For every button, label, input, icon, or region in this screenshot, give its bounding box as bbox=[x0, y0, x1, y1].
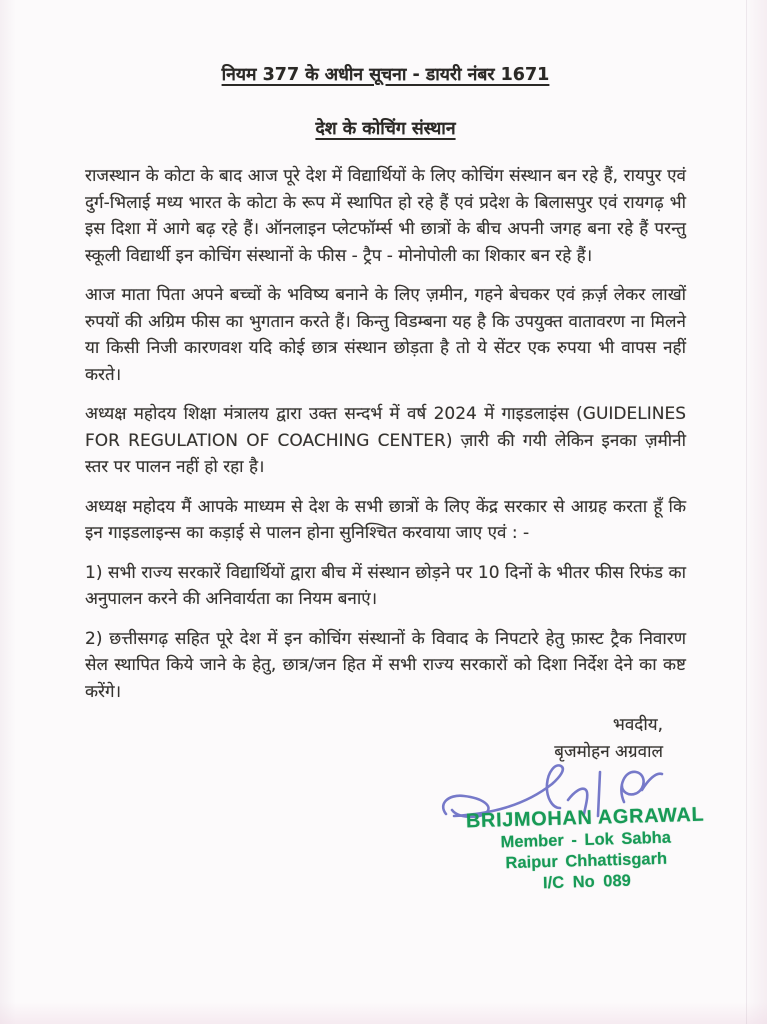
paper-edge-line bbox=[746, 0, 747, 1024]
closing-salutation: भवदीय, bbox=[612, 715, 663, 735]
paragraph-4: अध्यक्ष महोदय मैं आपके माध्यम से देश के सभी छात्रों के लिए केंद्र सरकार से आग्रह करता हूँ कि इन गाइडलाइन्स का कड़ाई से पालन होना सुनिश्चित करवाया जाए एवं : - bbox=[85, 496, 686, 543]
paragraph-1: राजस्थान के कोटा के बाद आज पूरे देश में विद्यार्थियों के लिए कोचिंग संस्थान बन रहे हैं, रायपुर एवं दुर्ग-भिलाई मध्य भारत के कोटा के रूप में स्थापित हो रहे हैं एवं प्रदेश के बिलासपुर एवं रायगढ़ भी इस दिशा में आगे बढ़ रहे हैं। ऑनलाइन प्लेटफॉर्म्स भी छात्रों के बीच अपनी जगह बना रहे हैं परन्तु स्कूली विद्यार्थी इन कोचिंग संस्थानों के फीस - ट्रैप - मोनोपोली का शिकार बन रहे हैं। bbox=[85, 166, 686, 266]
stamp-name-line: BRIJMOHAN AGRAWAL bbox=[465, 803, 705, 833]
paragraph-3: अध्यक्ष महोदय शिक्षा मंत्रालय द्वारा उक्त सन्दर्भ में वर्ष 2024 में गाइडलाइंस (GUIDELINES FOR REGULATION OF COACHING CENTER) ज़ारी की गयी लेकिन इनका ज़मीनी स्तर पर पालन नहीं हो रहा है। bbox=[85, 404, 686, 477]
stamp-id-line: I/C No 089 bbox=[542, 871, 632, 893]
paragraph-2: आज माता पिता अपने बच्चों के भविष्य बनाने के लिए ज़मीन, गहने बेचकर एवं क़र्ज़ लेकर लाखों रुपयों की अग्रिम फीस का भुगतान करते हैं। किन्तु विडम्बना यह है कि उपयुक्त वातावरण ना मिलने या किसी निजी कारणवश यदि कोई छात्र संस्थान छोड़ता है तो ये सेंटर एक रुपया भी वापस नहीं करते। bbox=[85, 285, 686, 385]
signatory-name: बृजमोहन अग्रवाल bbox=[554, 742, 663, 762]
list-item-1: 1) सभी राज्य सरकारें विद्यार्थियों द्वारा बीच में संस्थान छोड़ने पर 10 दिनों के भीतर फीस रिफंड का अनुपालन करने की अनिवार्यता का नियम बनाएं। bbox=[85, 562, 686, 609]
document-subtitle: देश के कोचिंग संस्थान bbox=[315, 118, 456, 139]
office-stamp bbox=[442, 802, 730, 897]
stamp-designation-line: Member - Lok Sabha bbox=[500, 828, 672, 852]
list-item-2: 2) छत्तीसगढ़ सहित पूरे देश में इन कोचिंग संस्थानों के विवाद के निपटारे हेतु फ़ास्ट ट्रैक निवारण सेल स्थापित किये जाने के हेतु, छात्र/जन हित में सभी राज्य सरकारों को दिशा निर्देश देने का कष्ट करेंगे। bbox=[85, 628, 686, 702]
letter-body bbox=[85, 62, 686, 705]
document-title: नियम 377 के अधीन सूचना - डायरी नंबर 1671 bbox=[221, 65, 550, 85]
stamp-constituency-line: Raipur Chhattisgarh bbox=[505, 849, 668, 873]
